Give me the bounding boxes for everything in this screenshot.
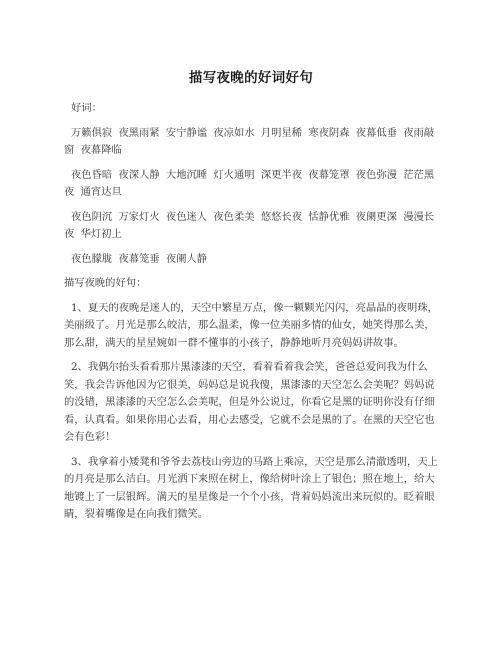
word-group: 夜色朦胧 夜幕笼垂 夜阑人静	[71, 252, 208, 265]
words-heading: 好词：	[71, 102, 102, 114]
sentence-paragraph: 1、夏天的夜晚是迷人的，天空中繁星万点，像一颗颗光闪闪，亮晶晶的夜明珠，美丽级了。月光是那么皎洁，那么温柔，像一位美丽多情的仙女，她笑得那么美，那么甜，满天的星星婉如一群不懂事的小孩子，静静地听月亮妈妈讲故事。	[64, 301, 438, 349]
word-group: 万籁俱寂 夜黑雨紧 安宁静谧 夜凉如水 月明星稀 寒夜阴森 夜幕低垂 夜雨敲窗 夜幕降临	[64, 126, 435, 156]
sentence-paragraph: 3、我拿着小矮凳和爷爷去荔枝山旁边的马路上乘凉，天空是那么清澈透明，天上的月亮是那么洁白。月光洒下来照在树上，像给树叶涂上了银色；照在地上，给大地镀上了一层银辉。满天的星星像是一个个小孩，背着妈妈流出来玩似的。眨着眼睛，裂着嘴像是在向我们微笑。	[64, 455, 438, 520]
sentence-paragraph: 2、我偶尔抬头看看那片黑漆漆的天空，看着看着我会笑，爸爸总爱问我为什么笑，我会告诉他因为它很美，妈妈总是说我傻，黑漆漆的天空怎么会美呢？妈妈说的没错，黑漆漆的天空怎么会美呢，但是外公说过，你看它是黑的证明你没有仔细看，认真看。如果你用心去看，用心去感受，它就不会是黑的了。在黑的天空它也会有色彩！	[64, 361, 435, 443]
word-group: 夜色昏暗 夜深人静 大地沉睡 灯火通明 深更半夜 夜幕笼罩 夜色弥漫 茫茫黑夜 通宵达旦	[64, 168, 435, 198]
word-group: 夜色阴沉 万家灯火 夜色迷人 夜色柔美 悠悠长夜 恬静优雅 夜阑更深 漫漫长夜 华灯初上	[64, 210, 435, 240]
document-body	[64, 100, 444, 531]
sentences-heading: 描写夜晚的好句：	[64, 277, 147, 289]
document-title: 描写夜晚的好词好句	[188, 70, 314, 86]
